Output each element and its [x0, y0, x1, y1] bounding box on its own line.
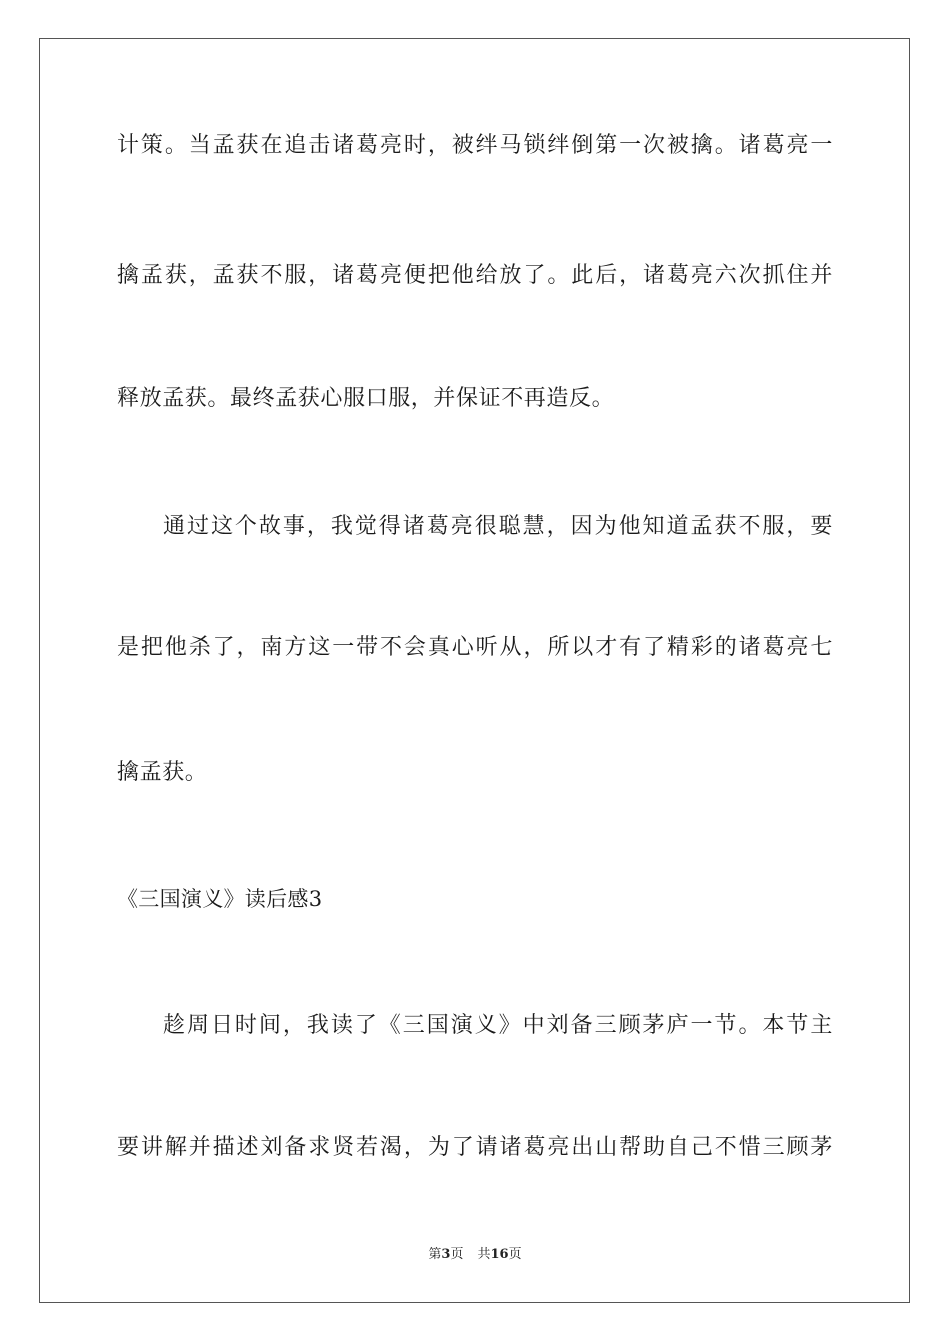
footer-page-prefix: 第 — [428, 1247, 442, 1262]
body-line-7: 趁周日时间，我读了《三国演义》中刘备三顾茅庐一节。本节主 — [163, 1013, 833, 1038]
body-line-1: 计策。当孟获在追击诸葛亮时，被绊马锁绊倒第一次被擒。诸葛亮一 — [117, 133, 833, 158]
footer-total-pages: 16 — [490, 1247, 509, 1262]
footer-page-number: 3 — [441, 1247, 451, 1262]
section-heading: 《三国演义》读后感3 — [117, 887, 323, 911]
page-border — [39, 38, 910, 1303]
footer-total-suffix: 页 — [508, 1247, 522, 1262]
footer-total-prefix: 共 — [477, 1247, 491, 1262]
body-line-2: 擒孟获，孟获不服，诸葛亮便把他给放了。此后，诸葛亮六次抓住并 — [117, 263, 833, 288]
body-line-5: 是把他杀了，南方这一带不会真心听从，所以才有了精彩的诸葛亮七 — [117, 635, 833, 660]
body-line-6: 擒孟获。 — [117, 760, 208, 785]
body-line-8: 要讲解并描述刘备求贤若渴，为了请诸葛亮出山帮助自己不惜三顾茅 — [117, 1135, 833, 1160]
footer-page-suffix: 页 — [450, 1247, 464, 1262]
page-footer — [0, 1246, 950, 1264]
body-line-3: 释放孟获。最终孟获心服口服，并保证不再造反。 — [117, 386, 615, 411]
body-line-4: 通过这个故事，我觉得诸葛亮很聪慧，因为他知道孟获不服，要 — [163, 514, 833, 539]
